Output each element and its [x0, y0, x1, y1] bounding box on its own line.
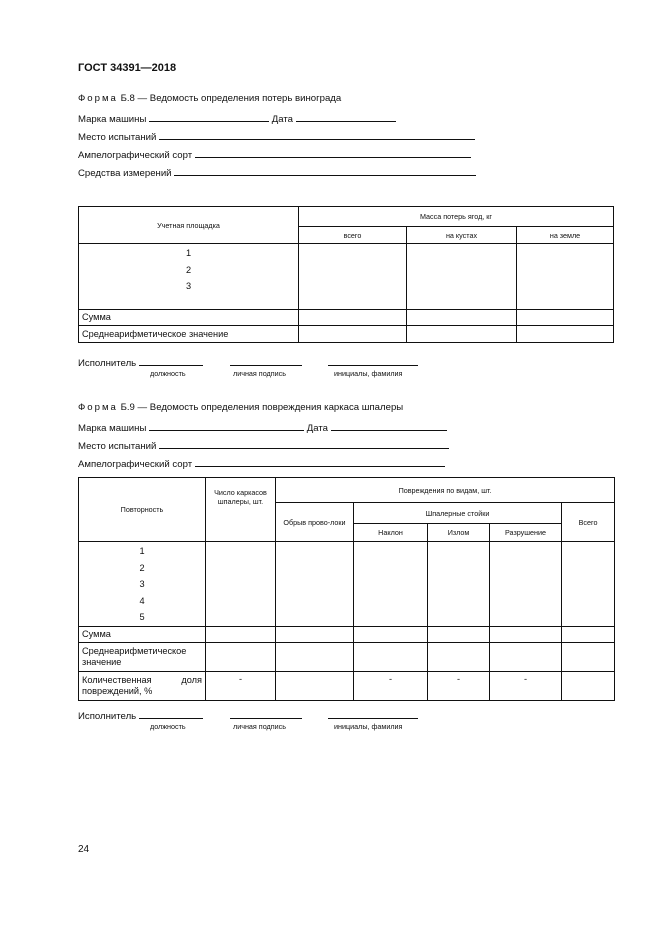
row-number: 4	[139, 595, 145, 606]
variety-field	[78, 148, 471, 161]
col-plot-header: Учетная площадка	[79, 207, 299, 244]
sum-label: Сумма	[79, 626, 206, 642]
col-damage-header: Повреждения по видам, шт.	[276, 478, 615, 503]
mean-row	[79, 326, 614, 343]
name-caption: инициалы, фамилия	[334, 722, 403, 731]
row-number: 3	[185, 281, 192, 291]
dash-cell: -	[428, 671, 490, 700]
row-number: 3	[139, 579, 145, 589]
col-total-header: Всего	[562, 503, 615, 542]
machine-label: Марка машины	[78, 423, 147, 434]
place-blank	[159, 130, 475, 140]
machine-blank	[149, 421, 304, 431]
share-row	[79, 671, 615, 700]
name-blank	[328, 709, 418, 719]
name-blank	[328, 356, 418, 366]
row-numbers	[79, 244, 299, 310]
name-caption: инициалы, фамилия	[334, 369, 403, 378]
row-number: 5	[139, 612, 145, 622]
place-field	[78, 130, 475, 143]
col-bushes-header: на кустах	[407, 227, 517, 244]
variety-blank	[195, 457, 445, 467]
instruments-blank	[174, 166, 476, 176]
instruments-label: Средства измерений	[78, 168, 172, 179]
machine-field	[78, 112, 396, 125]
dash-cell: -	[490, 671, 562, 700]
form-word: Форма	[78, 93, 118, 104]
col-mass-header: Масса потерь ягод, кг	[299, 207, 614, 227]
form-title-text: Б.8 — Ведомость определения потерь винограда	[120, 93, 342, 104]
col-repeat-header: Повторность	[79, 478, 206, 542]
mean-label: Среднеарифметическое значение	[79, 642, 206, 671]
sum-row	[79, 310, 614, 326]
col-frames-header: Число каркасов шпалеры, шт.	[206, 478, 276, 542]
machine-label: Марка машины	[78, 114, 147, 125]
place-blank	[159, 439, 449, 449]
signature-caption: личная подпись	[233, 722, 286, 731]
performer-label: Исполнитель	[78, 358, 137, 369]
table-row	[79, 244, 614, 310]
share-label: Количественная доля повреждений, %	[79, 671, 206, 700]
mean-row	[79, 642, 615, 671]
position-caption: должность	[150, 722, 186, 731]
date-blank	[331, 421, 447, 431]
place-label: Место испытаний	[78, 441, 157, 452]
instruments-field	[78, 166, 476, 179]
document-header: ГОСТ 34391—2018	[78, 62, 177, 74]
date-blank	[296, 112, 396, 122]
table-row	[79, 542, 615, 627]
sum-row	[79, 626, 615, 642]
performer-label: Исполнитель	[78, 711, 137, 722]
form-b8-title	[78, 93, 341, 104]
variety-blank	[195, 148, 471, 158]
row-number: 2	[139, 562, 145, 573]
cell	[517, 244, 614, 310]
place-field-9	[78, 439, 449, 452]
position-blank	[139, 709, 203, 719]
row-number: 2	[185, 264, 192, 275]
row-number: 1	[185, 248, 192, 258]
form-title-text: Б.9 — Ведомость определения повреждения каркаса шпалеры	[120, 402, 404, 413]
damage-table	[78, 477, 615, 701]
form-b9-title	[78, 402, 403, 413]
signature-blank	[230, 356, 302, 366]
variety-label: Ампелографический сорт	[78, 150, 193, 161]
variety-field-9	[78, 457, 445, 470]
losses-table	[78, 206, 614, 343]
signature-blank	[230, 709, 302, 719]
position-caption: должность	[150, 369, 186, 378]
cell	[299, 244, 407, 310]
date-label: Дата	[306, 423, 328, 434]
col-break-header: Излом	[428, 524, 490, 542]
place-label: Место испытаний	[78, 132, 157, 143]
dash-cell: -	[354, 671, 428, 700]
performer-line-9	[78, 709, 418, 722]
sum-label: Сумма	[79, 310, 299, 326]
col-posts-header: Шпалерные стойки	[354, 503, 562, 524]
variety-label: Ампелографический сорт	[78, 459, 193, 470]
position-blank	[139, 356, 203, 366]
mean-label: Среднеарифметическое значение	[79, 326, 299, 343]
col-total-header: всего	[299, 227, 407, 244]
col-destruction-header: Разрушение	[490, 524, 562, 542]
machine-field-9	[78, 421, 447, 434]
col-ground-header: на земле	[517, 227, 614, 244]
machine-blank	[149, 112, 269, 122]
performer-line	[78, 356, 418, 369]
row-number: 1	[139, 546, 145, 556]
cell	[407, 244, 517, 310]
form-word: Форма	[78, 402, 118, 413]
date-label: Дата	[271, 114, 293, 125]
dash-cell: -	[206, 671, 276, 700]
page-number: 24	[78, 844, 90, 855]
signature-caption: личная подпись	[233, 369, 286, 378]
col-tilt-header: Наклон	[354, 524, 428, 542]
col-wire-header: Обрыв прово-локи	[276, 503, 354, 542]
row-numbers	[79, 542, 206, 627]
